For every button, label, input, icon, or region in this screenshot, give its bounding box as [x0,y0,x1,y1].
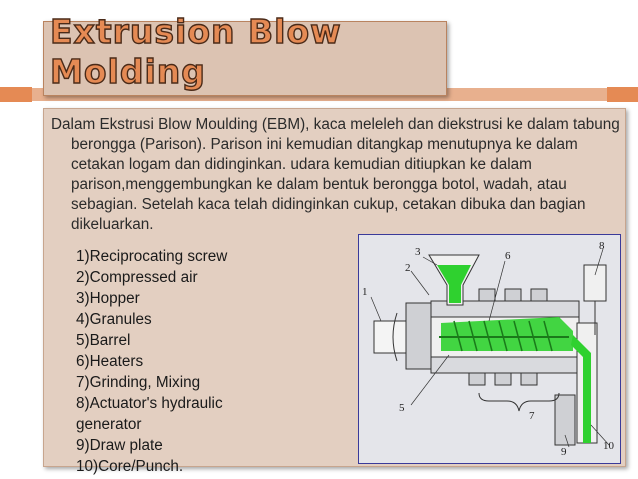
diagram-label-3: 3 [415,246,421,258]
part-item-3: 3)Hopper [76,290,140,307]
part-item-10: 10)Core/Punch. [76,458,184,475]
part-item-2: 2)Compressed air [76,269,198,286]
slide-title: Extrusion Blow Molding [50,12,342,91]
diagram-label-8: 8 [599,240,605,252]
diagram-label-1: 1 [362,286,368,298]
diagram-label-5: 5 [399,402,405,414]
diagram-label-7: 7 [529,410,535,422]
part-item-1: 1)Reciprocating screw [76,248,228,265]
accent-square-right [607,87,638,102]
part-item-6: 6)Heaters [76,353,144,370]
part-item-4: 4)Granules [76,311,152,328]
part-item-8: 8)Actuator's hydraulic generator [76,395,223,433]
accent-square-left [0,87,32,102]
diagram-label-6: 6 [505,250,511,262]
machine-illustration [359,235,620,463]
description-paragraph: Dalam Ekstrusi Blow Moulding (EBM), kaca meleleh dan diekstrusi ke dalam tabung berongga (Parison). Parison ini kemudian ditangkap menutupnya ke dalam cetakan logam dan didinginkan. udara kemudian ditiupkan ke dalam parison,menggembungkan ke dalam bentuk berongga botol, wadah, atau sebagian. Setelah kaca telah didinginkan cukup, cetakan dibuka dan bagian dikeluarkan. [51,116,620,233]
extrusion-machine-diagram [358,234,621,464]
part-item-5: 5)Barrel [76,332,131,349]
part-item-7: 7)Grinding, Mixing [76,374,201,391]
parts-list [76,246,256,477]
diagram-label-9: 9 [561,446,567,458]
diagram-label-2: 2 [405,262,411,274]
part-item-9: 9)Draw plate [76,437,163,454]
diagram-label-10: 10 [603,440,614,452]
